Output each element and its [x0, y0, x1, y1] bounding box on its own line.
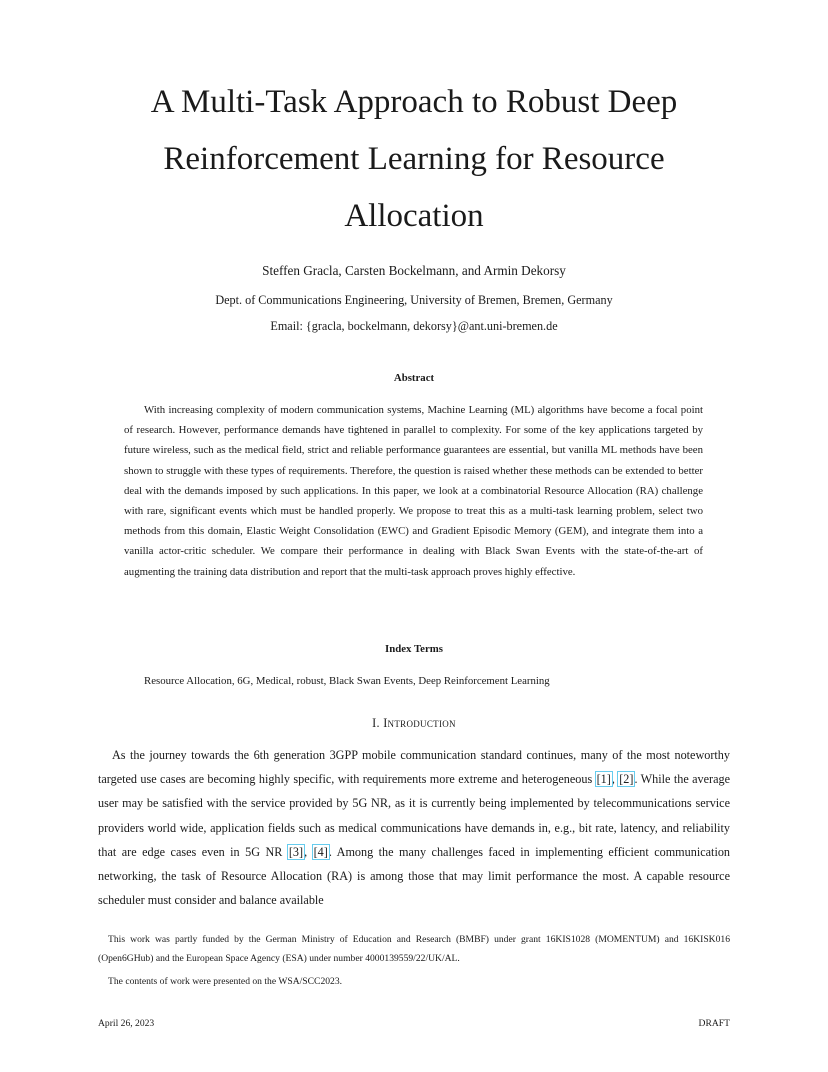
- section-title: Introduction: [383, 716, 456, 730]
- abstract-text: With increasing complexity of modern communication systems, Machine Learning (ML) algorithms have become a focal point of research. However, performance demands have tightened in parallel to complexity. For some of the key applications targeted by future wireless, such as the medical field, strict and reliable performance guarantees are essential, but vanilla ML methods have been shown to struggle with these types of requirements. Therefore, the question is raised whether these methods can be extended to better deal with the demands imposed by such applications. In this paper, we look at a combinatorial Resource Allocation (RA) challenge with rare, significant events which must be handled properly. We propose to treat this as a multi-task learning problem, select two methods from this domain, Elastic Weight Consolidation (EWC) and Gradient Episodic Memory (GEM), and integrate them into a vanilla actor-critic scheduler. We compare their performance in dealing with Black Swan Events with the state-of-the-art of augmenting the training data distribution and report that the multi-task approach proves highly effective.: [124, 404, 703, 578]
- citation-link-4[interactable]: [4]: [313, 844, 328, 859]
- author-email: Email: {gracla, bockelmann, dekorsy}@ant.uni-bremen.de: [270, 319, 558, 333]
- affiliation: Dept. of Communications Engineering, University of Bremen, Bremen, Germany: [215, 293, 613, 307]
- citation-link-3[interactable]: [3]: [288, 844, 304, 859]
- author-list: Steffen Gracla, Carsten Bockelmann, and Armin Dekorsy: [262, 263, 566, 278]
- footer-date: April 26, 2023: [98, 1018, 155, 1029]
- footer-status: DRAFT: [698, 1018, 730, 1029]
- index-terms-heading: Index Terms: [385, 643, 443, 655]
- index-terms-text: Resource Allocation, 6G, Medical, robust, Black Swan Events, Deep Reinforcement Learning: [144, 675, 550, 687]
- citation-link-2[interactable]: [2]: [619, 772, 634, 787]
- presentation-footnote: The contents of work were presented on the WSA/SCC2023.: [108, 976, 343, 987]
- intro-text-segment: . While the average user may be satisfied with the service provided by 5G NR, as it is currently being implemented by telecommunications service providers world wide, application fields such as medical communications have demands in, e.g., bit rate, latency, and reliability that are edge cases even in 5G NR: [98, 772, 731, 859]
- intro-text-segment: ,: [304, 844, 313, 859]
- introduction-paragraph: [98, 743, 730, 912]
- citation-link-1[interactable]: [1]: [596, 772, 611, 787]
- abstract-heading: Abstract: [393, 372, 435, 384]
- intro-text-segment: . Among the many challenges faced in implementing efficient communication networking, the task of Resource Allocation (RA) is among those that may limit performance the most. A capable resource scheduler must consider and balance available: [98, 844, 731, 908]
- section-heading-introduction: [98, 716, 730, 731]
- section-numeral: I.: [372, 716, 380, 730]
- paper-title: A Multi-Task Approach to Robust Deep Reinforcement Learning for Resource Allocation: [150, 84, 678, 234]
- funding-footnote: This work was partly funded by the German Ministry of Education and Research (BMBF) under grant 16KIS1028 (MOMENTUM) and 16KISK016 (Open6GHub) and the European Space Agency (ESA) under number 4000139559/22/UK/AL.: [98, 934, 730, 964]
- intro-text-segment: ,: [611, 772, 619, 787]
- intro-text-segment: As the journey towards the 6th generation 3GPP mobile communication standard continues, many of the most noteworthy targeted use cases are becoming highly specific, with requirements more extreme and heterogeneous: [98, 748, 730, 787]
- footnotes: [98, 930, 730, 991]
